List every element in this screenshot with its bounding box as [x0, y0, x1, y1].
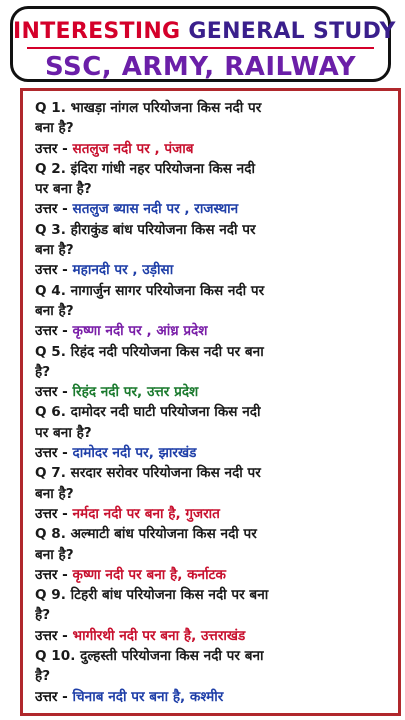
- answer-line: [35, 139, 390, 159]
- question-line-cont: बना है?: [35, 302, 74, 319]
- answer-text: सतलुज नदी पर , पंजाब: [72, 140, 194, 157]
- answer-prefix: उत्तर -: [35, 262, 73, 279]
- answer-prefix: उत्तर -: [35, 445, 73, 462]
- header-title: [13, 19, 396, 44]
- answer-prefix: उत्तर -: [35, 140, 73, 157]
- question-line: Q 4. नागार्जुन सागर परियोजना किस नदी पर: [35, 282, 265, 299]
- answer-prefix: उत्तर -: [35, 384, 73, 401]
- answer-line: [35, 321, 390, 341]
- answer-line: [35, 565, 390, 585]
- answer-text: सतलुज ब्यास नदी पर , राजस्थान: [72, 201, 239, 218]
- question-line-cont: बना है?: [35, 242, 74, 259]
- question-line: Q 9. टिहरी बांध परियोजना किस नदी पर बना: [35, 587, 269, 604]
- answer-line: [35, 382, 390, 402]
- question-line-cont: है?: [35, 607, 51, 624]
- answer-text: दामोदर नदी पर, झारखंड: [72, 445, 197, 462]
- header-banner: [10, 6, 396, 82]
- answer-text: नर्मदा नदी पर बना है, गुजरात: [72, 505, 220, 522]
- answer-line: [35, 687, 390, 707]
- answer-prefix: उत्तर -: [35, 627, 73, 644]
- answer-text: रिहंद नदी पर, उत्तर प्रदेश: [72, 384, 199, 401]
- answer-prefix: उत्तर -: [35, 201, 73, 218]
- answer-text: महानदी पर , उड़ीसा: [72, 262, 174, 279]
- question-line: Q 6. दामोदर नदी घाटी परियोजना किस नदी: [35, 404, 261, 421]
- question-line: Q 2. इंदिरा गांधी नहर परियोजना किस नदी: [35, 160, 255, 177]
- qa-panel: [20, 88, 401, 716]
- header-title-part2: GENERAL STUDY: [188, 19, 396, 44]
- question-line-cont: बना है?: [35, 120, 74, 137]
- answer-text: कृष्णा नदी पर बना है, कर्नाटक: [72, 566, 226, 583]
- question-line-cont: है?: [35, 363, 51, 380]
- answer-line: [35, 260, 390, 280]
- question-line-cont: है?: [35, 668, 51, 685]
- answer-line: [35, 199, 390, 219]
- question-line: Q 10. दुल्हस्ती परियोजना किस नदी पर बना: [35, 648, 264, 665]
- question-line: Q 3. हीराकुंड बांध परियोजना किस नदी पर: [35, 221, 256, 238]
- answer-text: चिनाब नदी पर बना है, कश्मीर: [72, 688, 224, 705]
- header-underline: [27, 47, 374, 49]
- answer-text: कृष्णा नदी पर , आंध्र प्रदेश: [72, 323, 208, 340]
- answer-text: भागीरथी नदी पर बना है, उत्तराखंड: [72, 627, 246, 644]
- qa-list: [35, 98, 390, 707]
- answer-line: [35, 626, 390, 646]
- question-line: Q 8. अल्माटी बांध परियोजना किस नदी पर: [35, 526, 257, 543]
- answer-prefix: उत्तर -: [35, 688, 73, 705]
- question-line-cont: पर बना है?: [35, 181, 92, 198]
- answer-line: [35, 443, 390, 463]
- question-line-cont: पर बना है?: [35, 424, 92, 441]
- answer-prefix: उत्तर -: [35, 323, 73, 340]
- question-line-cont: बना है?: [35, 546, 74, 563]
- question-line: Q 1. भाखड़ा नांगल परियोजना किस नदी पर: [35, 100, 262, 116]
- question-line: Q 7. सरदार सरोवर परियोजना किस नदी पर: [35, 465, 261, 482]
- answer-prefix: उत्तर -: [35, 505, 73, 522]
- answer-line: [35, 504, 390, 524]
- header-subtitle: SSC, ARMY, RAILWAY: [44, 52, 357, 82]
- header-title-part1: INTERESTING: [13, 19, 181, 44]
- question-line-cont: बना है?: [35, 485, 74, 502]
- answer-prefix: उत्तर -: [35, 566, 73, 583]
- question-line: Q 5. रिहंद नदी परियोजना किस नदी पर बना: [35, 343, 264, 360]
